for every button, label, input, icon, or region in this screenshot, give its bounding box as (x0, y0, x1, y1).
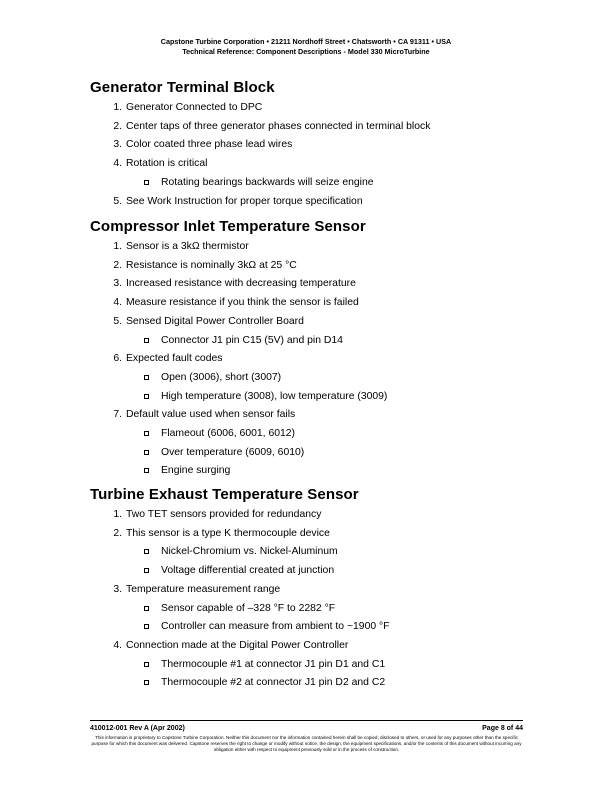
list-item-text: Two TET sensors provided for redundancy (126, 509, 322, 520)
list-item-number: 2. (113, 120, 122, 132)
footer-page-number: Page 8 of 44 (482, 725, 523, 732)
list-item-number: 6. (113, 353, 122, 365)
sub-list-item-text: Thermocouple #1 at connector J1 pin D1 and C1 (161, 658, 386, 670)
sub-list-item-text: Rotating bearings backwards will seize engine (161, 176, 374, 188)
section (90, 79, 530, 207)
square-bullet-icon (144, 549, 149, 554)
header-address: Capstone Turbine Corporation • 21211 Nordhoff Street • Chatsworth • CA 91311 • USA (160, 37, 452, 46)
list-item-number: 7. (113, 409, 122, 421)
list-item-number: 5. (113, 195, 122, 207)
square-bullet-icon (144, 468, 149, 473)
list-item-number: 4. (113, 158, 122, 170)
square-bullet-icon (144, 606, 149, 611)
list-item-text: Increased resistance with decreasing temperature (126, 278, 356, 290)
square-bullet-icon (144, 338, 149, 343)
list-item-number: 1. (113, 241, 122, 252)
sub-list-item-text: High temperature (3008), low temperature (3009) (161, 390, 388, 402)
sub-list-item-text: Flameout (6006, 6001, 6012) (161, 428, 296, 439)
section-heading: Turbine Exhaust Temperature Sensor (90, 486, 359, 503)
list-item-number: 5. (113, 315, 122, 327)
list-item-text: See Work Instruction for proper torque specification (126, 195, 363, 207)
square-bullet-icon (144, 375, 149, 380)
square-bullet-icon (144, 662, 149, 667)
footer-proprietary-notice: This information is proprietary to Capstone Turbine Corporation. Neither this document nor the information contained herein shall be copied, disclosed to others, or used for any purposes other than the specific purpose for which this document was delivered. Capstone reserves the right to change or modify without notice, the design, the equipment specifications, and/or the contents of this document without incurring any obligation either with respect to equipment previously sold or in the process of construction. (91, 735, 522, 753)
list-item-number: 1. (113, 509, 122, 520)
list-item-number: 3. (113, 278, 122, 290)
footer-divider (90, 720, 523, 721)
section-heading: Generator Terminal Block (90, 79, 275, 96)
list-item-text: Generator Connected to DPC (126, 102, 263, 113)
section (90, 486, 530, 689)
list-item-text: Expected fault codes (126, 353, 223, 365)
header-doc-title: Technical Reference: Component Descriptions - Model 330 MicroTurbine (182, 47, 430, 56)
list-item-number: 4. (113, 639, 122, 651)
list-item-text: Default value used when sensor fails (126, 409, 296, 421)
sub-list-item-text: Thermocouple #2 at connector J1 pin D2 and C2 (161, 677, 386, 689)
list-item-text: Color coated three phase lead wires (126, 139, 293, 151)
list-item-text: Rotation is critical (126, 158, 208, 170)
list-item-text: Center taps of three generator phases connected in terminal block (126, 120, 431, 132)
page-header (0, 37, 612, 57)
list-item-text: Resistance is nominally 3kΩ at 25 °C (126, 259, 297, 271)
list-item-number: 1. (113, 102, 122, 113)
sub-list-item-text: Voltage differential created at junction (161, 565, 335, 577)
list-item-text: Sensor is a 3kΩ thermistor (126, 241, 249, 252)
sub-list-item-text: Engine surging (161, 465, 231, 477)
sub-list-item-text: Sensor capable of –328 °F to 2282 °F (161, 602, 336, 614)
sub-list-item-text: Controller can measure from ambient to ~1900 °F (161, 621, 390, 633)
square-bullet-icon (144, 624, 149, 629)
footer-doc-id: 410012-001 Rev A (Apr 2002) (90, 725, 185, 732)
sub-list-item-text: Over temperature (6009, 6010) (161, 446, 305, 458)
square-bullet-icon (144, 450, 149, 455)
list-item-number: 2. (113, 527, 122, 539)
square-bullet-icon (144, 680, 149, 685)
list-item-text: Temperature measurement range (126, 583, 281, 595)
sub-list-item-text: Nickel-Chromium vs. Nickel-Aluminum (161, 546, 338, 558)
list-item-number: 3. (113, 583, 122, 595)
square-bullet-icon (144, 394, 149, 399)
square-bullet-icon (144, 568, 149, 573)
section (90, 218, 530, 477)
list-item-text: Connection made at the Digital Power Controller (126, 639, 349, 651)
square-bullet-icon (144, 180, 149, 185)
square-bullet-icon (144, 431, 149, 436)
list-item-text: This sensor is a type K thermocouple device (126, 527, 330, 539)
list-item-number: 2. (113, 259, 122, 271)
section-heading: Compressor Inlet Temperature Sensor (90, 218, 366, 235)
list-item-text: Measure resistance if you think the sensor is failed (126, 297, 359, 309)
sub-list-item-text: Connector J1 pin C15 (5V) and pin D14 (161, 334, 343, 346)
sub-list-item-text: Open (3006), short (3007) (161, 371, 282, 383)
list-item-number: 3. (113, 139, 122, 151)
list-item-number: 4. (113, 297, 122, 309)
list-item-text: Sensed Digital Power Controller Board (126, 315, 304, 327)
